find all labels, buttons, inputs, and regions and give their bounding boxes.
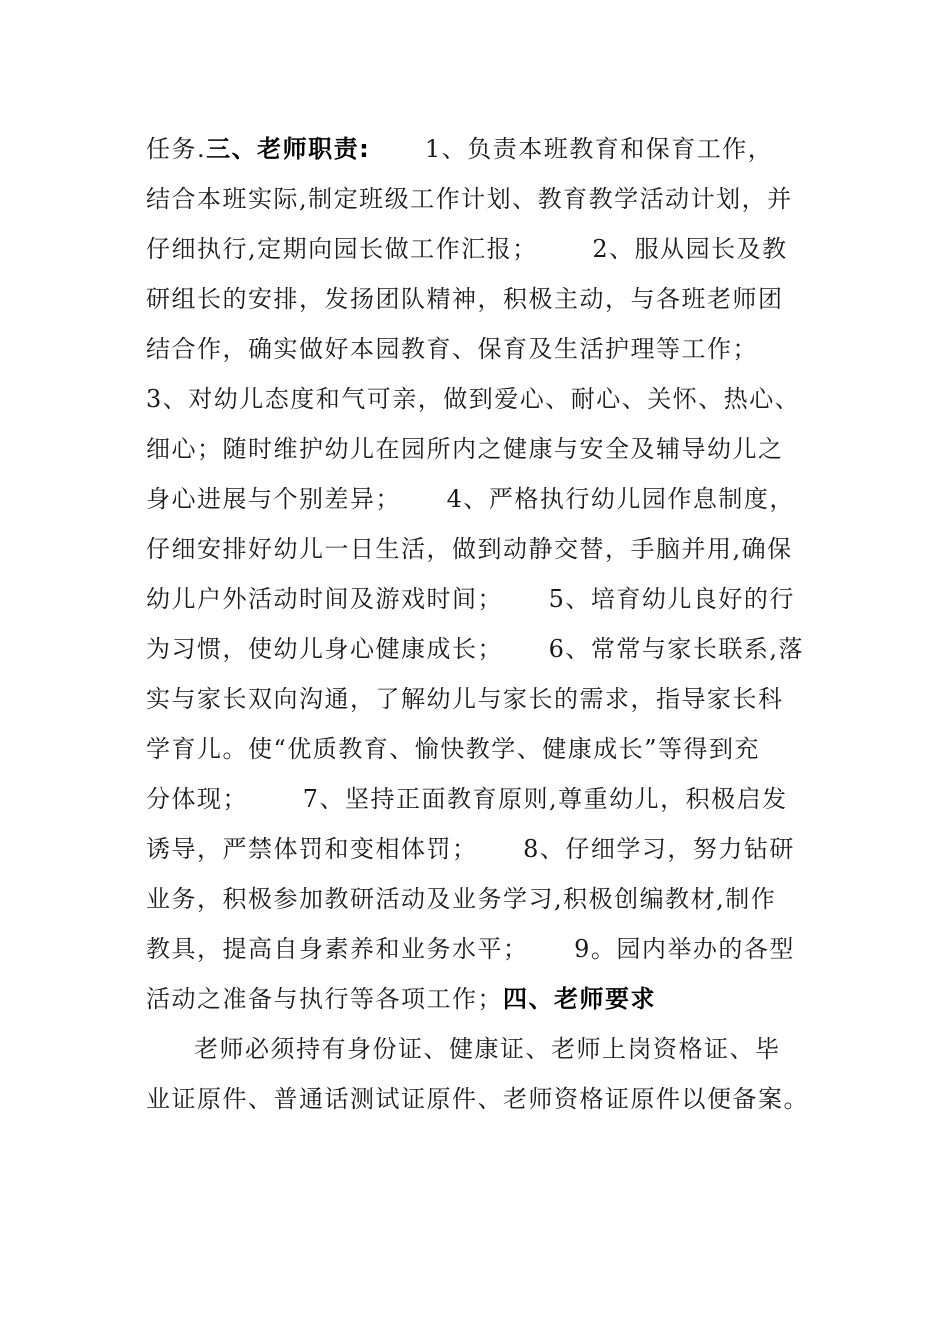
text-line-15: 诱导，严禁体罚和变相体罚； 8、仔细学习，努力钻研: [146, 835, 795, 863]
text-line-11: 为习惯，使幼儿身心健康成长； 6、常常与家长联系,落: [146, 635, 805, 663]
text-line-2: 结合本班实际,制定班级工作计划、教育教学活动计划，并: [146, 185, 793, 213]
text-run: 任务.: [146, 135, 207, 163]
text-run: 1、负责本班教育和保育工作，: [370, 135, 774, 163]
text-line-16: 业务，积极参加教研活动及业务学习,积极创编教材,制作: [146, 885, 777, 913]
text-line-14: 分体现； 7、坚持正面教育原则,尊重幼儿，积极启发: [146, 785, 788, 813]
text-line-13: 学育儿。使“优质教育、愉快教学、健康成长”等得到充: [146, 735, 761, 763]
text-line-19: 老师必须持有身份证、健康证、老师上岗资格证、毕: [194, 1035, 781, 1063]
section-heading-requirements: 四、老师要求: [503, 985, 656, 1013]
text-line-1: [146, 124, 816, 174]
text-line-6: 3、对幼儿态度和气可亲，做到爱心、耐心、关怀、热心、: [146, 385, 801, 413]
text-line-18: [146, 974, 816, 1024]
text-line-20: 业证原件、普通话测试证原件、老师资格证原件以便备案。: [146, 1085, 809, 1113]
text-line-4: 研组长的安排，发扬团队精神，积极主动，与各班老师团: [146, 285, 784, 313]
text-line-10: 幼儿户外活动时间及游戏时间； 5、培育幼儿良好的行: [146, 585, 795, 613]
text-line-5: 结合作，确实做好本园教育、保育及生活护理等工作；: [146, 335, 758, 363]
text-line-12: 实与家长双向沟通，了解幼儿与家长的需求，指导家长科: [146, 685, 784, 713]
text-line-9: 仔细安排好幼儿一日生活，做到动静交替，手脑并用,确保: [146, 535, 793, 563]
text-line-8: 身心进展与个别差异； 4、严格执行幼儿园作息制度，: [146, 485, 795, 513]
text-run: 活动之准备与执行等各项工作；: [146, 985, 503, 1013]
section-heading-duties: 三、老师职责:: [206, 135, 371, 163]
text-line-17: 教具，提高自身素养和业务水平； 9。园内举办的各型: [146, 935, 795, 963]
text-line-3: 仔细执行,定期向园长做工作汇报； 2、服从园长及教: [146, 235, 788, 263]
text-line-7: 细心；随时维护幼儿在园所内之健康与安全及辅导幼儿之: [146, 435, 784, 463]
